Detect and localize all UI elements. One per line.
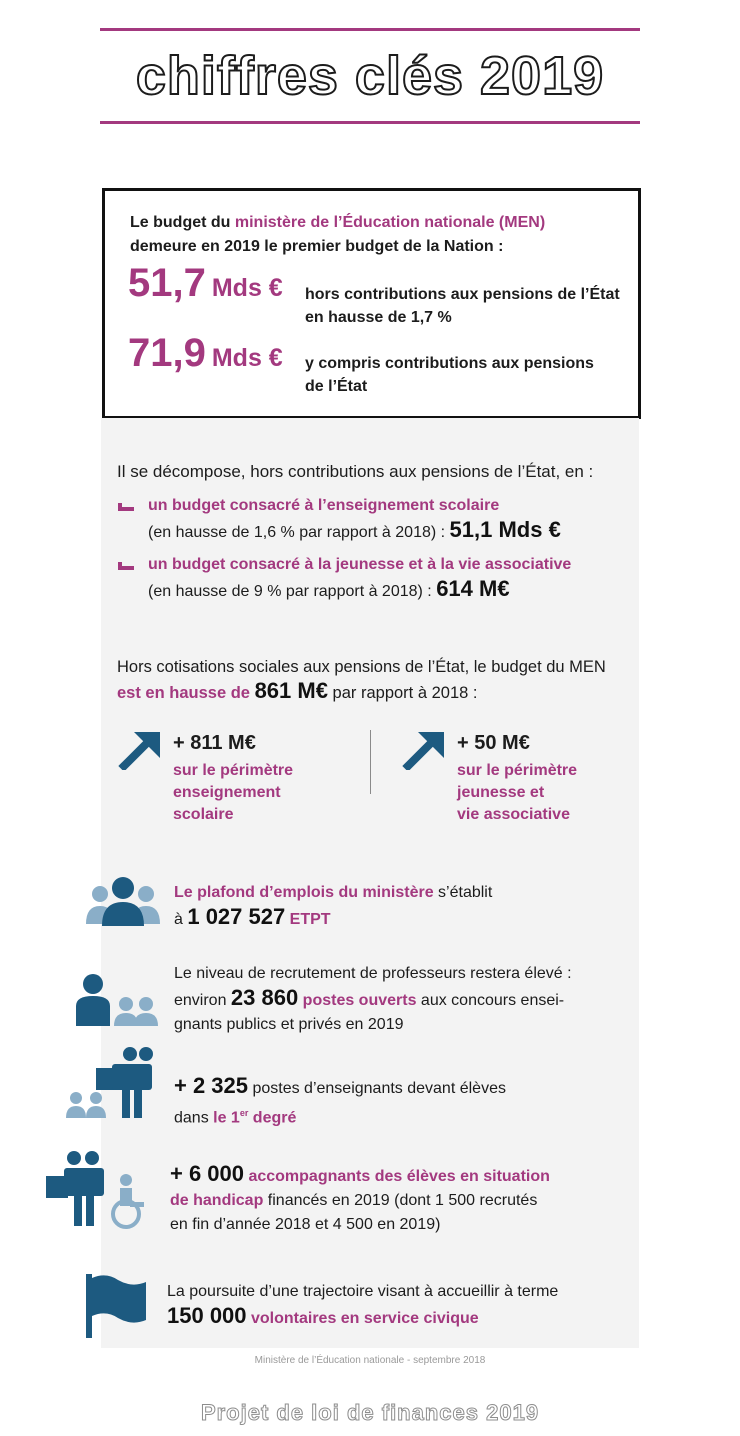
figure-71-9: 71,9 Mds € [128, 331, 283, 375]
group-people-icon [86, 874, 160, 928]
fact-civic-service: La poursuite d’une trajectoire visant à accueillir à terme 150 000 volontaires en service civique [167, 1283, 559, 1328]
bullet-marker [118, 562, 134, 570]
page-title: chiffres clés 2019 [135, 46, 605, 106]
document-subtitle: Projet de loi de finances 2019 [200, 1400, 540, 1425]
teacher-students-icon [76, 972, 158, 1028]
source-note: Ministère de l’Éducation nationale - septembre 2018 [254, 1355, 486, 1366]
key-figures-box [102, 188, 641, 419]
increase-youth-desc: sur le périmètre jeunesse et vie associative [457, 762, 578, 823]
increase-school-amount: + 811 M€ [173, 732, 256, 754]
arrow-up-right-icon [118, 730, 162, 770]
bullet-marker [118, 503, 134, 511]
flag-icon [86, 1274, 148, 1338]
breakdown-item-school: un budget consacré à l’enseignement scolaire (en hausse de 1,6 % par rapport à 2018) : 51,1 Mds € [148, 497, 561, 542]
figure-51-7-desc: hors contributions aux pensions de l’État en hausse de 1,7 % [305, 286, 620, 326]
increase-youth-amount: + 50 M€ [457, 732, 530, 754]
increase-school-desc: sur le périmètre enseignement scolaire [173, 762, 294, 823]
figure-71-9-desc: y compris contributions aux pensions de l’État [305, 355, 594, 395]
fact-recruitment: Le niveau de recrutement de professeurs restera élevé : environ 23 860 postes ouverts aux concours ensei- gnants publics et privés en 2019 [174, 965, 572, 1033]
keybox-intro: Le budget du ministère de l’Éducation nationale (MEN) demeure en 2019 le premier budget de la Nation : [130, 214, 546, 255]
disability-support-icon [46, 1150, 150, 1230]
column-divider [370, 730, 371, 794]
header-top-rule [100, 28, 640, 31]
fact-disability-support: + 6 000 accompagnants des élèves en situation de handicap financés en 2019 (dont 1 500 recrutés en fin d’année 2018 et 4 500 en 2019) [170, 1161, 550, 1233]
figure-51-7: 51,7 Mds € [128, 261, 283, 305]
fact-teachers-first-degree: + 2 325 postes d’enseignants devant élèves dans le 1er degré [174, 1073, 506, 1127]
fact-jobs-ceiling: Le plafond d’emplois du ministère s’établit à 1 027 527 ETPT [174, 884, 493, 929]
school-staff-icon [66, 1046, 156, 1120]
header-bottom-rule [100, 121, 640, 124]
increase-text: Hors cotisations sociales aux pensions de l’État, le budget du MEN est en hausse de 861 M€ par rapport à 2018 : [117, 658, 606, 703]
breakdown-intro: Il se décompose, hors contributions aux pensions de l’État, en : [117, 462, 594, 481]
breakdown-item-youth: un budget consacré à la jeunesse et à la vie associative (en hausse de 9 % par rapport à 2018) : 614 M€ [148, 556, 572, 601]
arrow-up-right-icon [402, 730, 446, 770]
